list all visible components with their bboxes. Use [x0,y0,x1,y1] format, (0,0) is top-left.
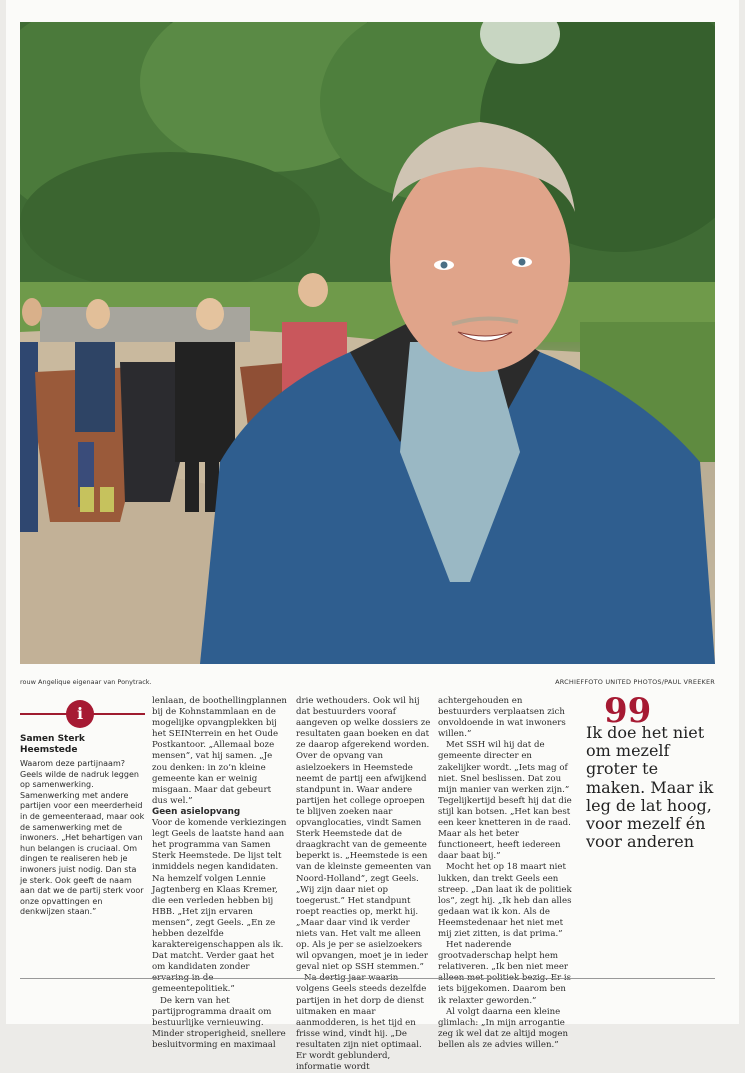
paragraph: volgens Geels steeds dezelfde partijen in het dorp de dienst uitmaken en maar aanmodderen, is het tijd en frisse wind, vindt hij. „De resultaten zijn niet optimaal. Er wordt geblunderd, informatie wordt [296,984,427,1073]
pull-quote [586,691,716,852]
paragraph: Voor de komende verkiezingen legt Geels de laatste hand aan het programma van Samen Sterk Heemstede. De lijst telt inmiddels negen kandidaten. Na hemzelf volgen Lennie Jagtenberg en Klaas Kremer, die een verleden hebben bij HBB. „Het zijn ervaren mensen”, zegt Geels. „En ze hebben dezelfde karaktereigenschappen als ik. Dat matcht. Verder gaat het om kandidaten zonder gemeentepolitiek.” [152,818,287,995]
info-heading-line1: Samen Sterk [20,734,85,744]
paragraph: drie wethouders. Ook wil hij dat bestuurders vooraf aangeven op welke dossiers ze resultaten gaan boeken en dat ze daarop afgerekend worden. Over de opvang van asielzoekers in Heemstede neemt de partij een afwijkend standpunt in. Waar andere partijen het college oproepen te blijven zoeken naar opvanglocaties, vindt Samen Sterk Heemstede dat de draagkracht van de gemeente beperkt is. „Heemstede is een van de kleinste gemeenten van Noord-Holland”, zegt Geels. „Wij zijn daar niet op toegerust.” Het standpunt roept reacties op, merkt hij. „Maar daar vind ik verder niets van. Het valt me alleen op. Als je per se asielzoekers wil opvangen, moet je in ieder geval niet op SSH stemmen.” [296,696,432,973]
paragraph: Mocht het op 18 maart niet lukken, dan trekt Geels een streep. „Dan laat ik de politiek los”, zegt hij. „Ik heb dan alles gedaan wat ik kon. Als de Heemstedenaar het niet met mij ziet zitten, is dat prima.” [438,862,572,939]
photo-caption: rouw Angelique eigenaar van Ponytrack. [20,678,152,686]
photo-illustration [20,22,715,664]
subheading: Geen asielopvang [152,806,241,817]
paragraph: Met SSH wil hij dat de gemeente directer en zakelijker wordt. „Iets mag of niet. Snel beslissen. Dat zou mijn manier van werken zijn.” Tegelijkertijd beseft hij dat die stijl kan botsen. „Het kan best een keer knetteren in de raad. Maar als het beter functioneert, heeft iedereen daar baat bij.” [438,740,572,862]
paragraph: Het naderende grootvaderschap helpt hem relativeren. „Ik ben niet meer iets bijgekomen. Daarom ben ik relaxter geworden.” [438,940,569,1006]
newspaper-page [6,0,739,1073]
info-icon: i [66,700,94,728]
photo-caption-row [20,678,715,690]
info-body: Waarom deze partijnaam? Geels wilde de nadruk leggen op samenwerking. Samenwerking met andere partijen voor een meerderheid in de gemeenteraad, maar ook de samenwerking met de inwoners. „Het behartigen van hun belangen is cruciaal. Om dingen te realiseren heb je inwoners juist nodig. Dan sta je sterk. Ook geeft de naam aan dat we de partij sterk voor onze opvattingen en denkwijzen staan.” [20,759,145,917]
paragraph: achtergehouden en bestuurders verplaatsen zich onvoldoende in wat inwoners willen.” [438,696,566,740]
paragraph: De kern van het partijprogramma draait om bestuurlijke vernieuwing. Minder stroperigheid, snellere besluitvorming en maximaal [152,995,286,1050]
pull-quote-text: Ik doe het niet om mezelf groter te maken. Maar ik leg de lat hoog, voor mezelf én voor anderen [586,723,714,852]
article-column-4 [438,696,574,1051]
info-heading [20,734,145,756]
info-heading-line2: Heemstede [20,745,78,755]
quote-mark-icon: 99 [604,691,652,731]
article-column-3 [296,696,432,1073]
article-column-2 [152,696,288,1051]
photo-credit: ARCHIEFFOTO UNITED PHOTOS/PAUL VREEKER [555,678,715,686]
paragraph: lenlaan, de boothellingplannen bij de Kohnstammlaan en de mogelijke opvangplekken bij het SEINterrein en het Oude Postkantoor. „Allemaal boze mensen”, vat hij samen. „Je zou denken: in zo’n kleine gemeente kan er weinig misgaan. Maar dat gebeurt dus wel.” [152,696,287,806]
paragraph: Al volgt daarna een kleine glimlach: „In mijn arrogantie zeg ik wel dat ze altijd mogen bellen als ze advies willen.” [438,1006,569,1050]
bottom-divider [20,978,715,979]
article-photo [20,22,715,664]
